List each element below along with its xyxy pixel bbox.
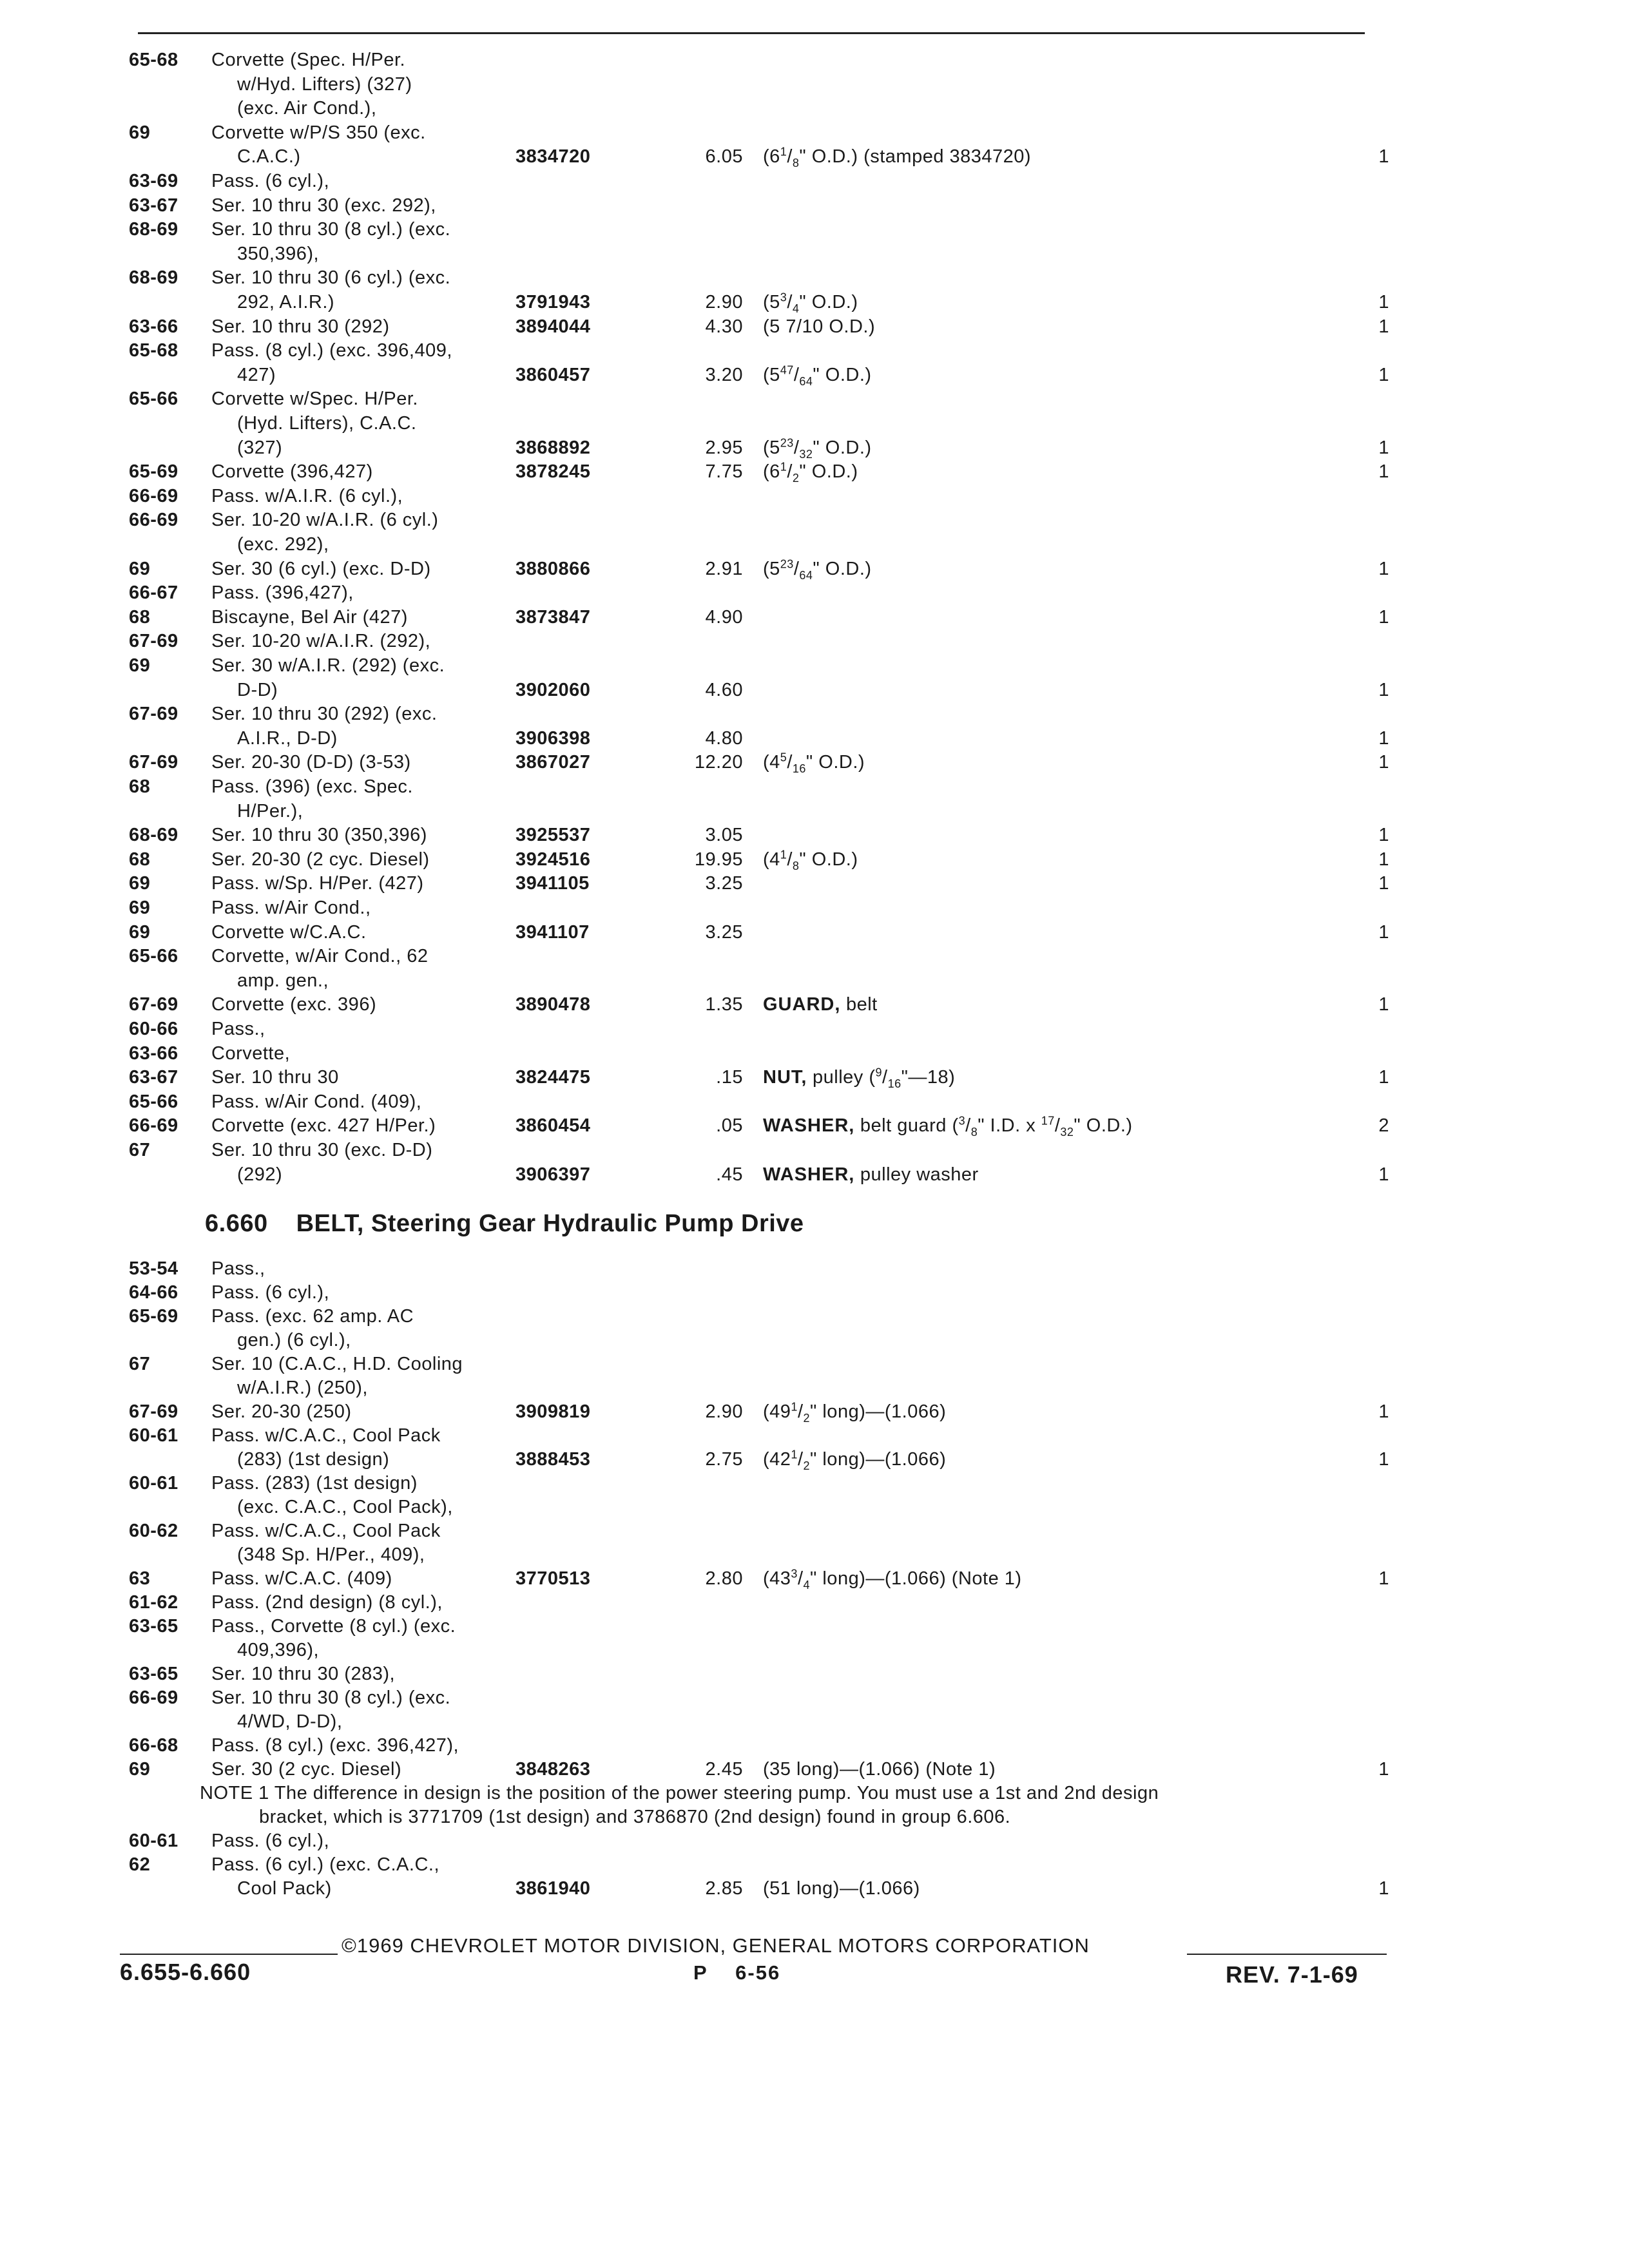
part-description: GUARD, belt <box>763 994 878 1015</box>
model-years: 69 <box>129 921 151 943</box>
quantity: 1 <box>1378 558 1389 579</box>
application-description: Ser. 10-20 w/A.I.R. (6 cyl.) <box>211 510 439 531</box>
table-row <box>0 726 1629 752</box>
table-row <box>0 1447 1629 1473</box>
application-description: Pass. (6 cyl.) (exc. C.A.C., <box>211 1854 439 1875</box>
table-row <box>0 581 1629 606</box>
table-row <box>0 217 1629 243</box>
list-price: 2.90 <box>705 1401 743 1422</box>
part-number: 3925537 <box>516 825 591 846</box>
model-years: 69 <box>129 122 151 143</box>
table-row <box>0 1495 1629 1521</box>
model-years: 69 <box>129 558 151 579</box>
table-row <box>0 387 1629 412</box>
table-row <box>0 992 1629 1018</box>
application-description: (exc. C.A.C., Cool Pack), <box>237 1497 453 1517</box>
quantity: 1 <box>1378 679 1389 700</box>
table-row <box>0 871 1629 897</box>
list-price: 4.80 <box>705 727 743 749</box>
application-description: Pass. w/Air Cond., <box>211 898 371 918</box>
model-years: 68-69 <box>129 267 178 289</box>
model-years: 69 <box>129 655 151 676</box>
table-row <box>0 72 1629 98</box>
list-price: 3.25 <box>705 921 743 943</box>
list-price: 19.95 <box>694 849 743 870</box>
model-years: 63-66 <box>129 316 178 337</box>
part-number: 3878245 <box>516 461 591 483</box>
part-number: 3902060 <box>516 679 591 700</box>
table-row <box>0 944 1629 970</box>
model-years: 63-69 <box>129 171 178 191</box>
application-description: Pass. w/C.A.C. (409) <box>211 1568 392 1589</box>
model-years: 67-69 <box>129 1401 178 1422</box>
model-years: 53-54 <box>129 1258 178 1279</box>
table-row <box>0 290 1629 316</box>
part-description: ($42^1/_2$" long)—(1.066) <box>763 1448 947 1472</box>
application-description: Pass., Corvette (8 cyl.) (exc. <box>211 1616 456 1637</box>
part-number: 3873847 <box>516 606 591 628</box>
application-description: 427) <box>237 364 276 385</box>
application-description: Corvette w/P/S 350 (exc. <box>211 122 426 143</box>
part-number: 3860454 <box>516 1115 591 1137</box>
part-description: ($5^3/_4$" O.D.) <box>763 291 858 315</box>
table-row <box>0 436 1629 461</box>
table-row <box>0 1113 1629 1139</box>
list-price: 7.75 <box>705 461 743 483</box>
table-row <box>0 1471 1629 1497</box>
quantity: 1 <box>1378 1568 1389 1589</box>
application-description: Ser. 30 (2 cyc. Diesel) <box>211 1759 402 1780</box>
model-years: 68 <box>129 776 151 797</box>
quantity: 2 <box>1378 1115 1389 1137</box>
page-prefix: P <box>693 1961 708 1984</box>
table-row <box>0 1542 1629 1568</box>
quantity: 1 <box>1378 292 1389 312</box>
quantity: 1 <box>1378 316 1389 337</box>
table-row <box>0 678 1629 704</box>
table-row <box>0 823 1629 849</box>
part-description: ($6^1/_8$" O.D.) (stamped 3834720) <box>763 145 1032 170</box>
application-description: Ser. 10 (C.A.C., H.D. Cooling <box>211 1354 463 1374</box>
part-description: WASHER, belt guard ($^3/_8$" I.D. x $^{17}/_{32}$" O.D.) <box>763 1114 1133 1139</box>
model-years: 68 <box>129 849 151 870</box>
part-number: 3880866 <box>516 558 591 579</box>
part-number: 3860457 <box>516 364 591 385</box>
table-row <box>0 1733 1629 1759</box>
part-number: 3890478 <box>516 994 591 1015</box>
model-years: 67-69 <box>129 631 178 652</box>
model-years: 67-69 <box>129 704 178 725</box>
model-years: 60-61 <box>129 1831 178 1851</box>
application-description: Pass. (396) (exc. Spec. <box>211 776 413 797</box>
part-number: 3924516 <box>516 849 591 870</box>
table-row <box>0 508 1629 533</box>
footer-rule-left <box>120 1954 338 1955</box>
part-description: (5 7/10 O.D.) <box>763 316 876 337</box>
table-row <box>0 484 1629 510</box>
table-row <box>0 605 1629 631</box>
footer-rule-right <box>1187 1954 1387 1955</box>
list-price: 12.20 <box>694 752 743 773</box>
part-description: (35 long)—(1.066) (Note 1) <box>763 1759 996 1780</box>
part-description: ($6^1/_2$" O.D.) <box>763 460 858 485</box>
model-years: 65-68 <box>129 50 178 70</box>
part-number: 3867027 <box>516 752 591 773</box>
application-description: Pass. w/Sp. H/Per. (427) <box>211 873 424 894</box>
part-number: 3848263 <box>516 1759 591 1780</box>
part-description: ($43^3/_4$" long)—(1.066) (Note 1) <box>763 1567 1022 1591</box>
part-number: 3824475 <box>516 1067 591 1088</box>
table-row <box>0 557 1629 582</box>
table-row <box>0 411 1629 437</box>
list-price: 2.80 <box>705 1568 743 1589</box>
application-description: Ser. 10 thru 30 (292) <box>211 316 390 337</box>
note-line-2: bracket, which is 3771709 (1st design) and 3786870 (2nd design) found in group 6.606. <box>259 1807 1011 1827</box>
quantity: 1 <box>1378 1759 1389 1780</box>
section-heading <box>205 1210 804 1238</box>
model-years: 63-67 <box>129 1067 178 1088</box>
table-row <box>0 1829 1629 1854</box>
list-price: .15 <box>716 1067 743 1088</box>
quantity: 1 <box>1378 825 1389 846</box>
list-price: 4.60 <box>705 679 743 700</box>
quantity: 1 <box>1378 727 1389 749</box>
list-price: 4.30 <box>705 316 743 337</box>
application-description: Pass. (283) (1st design) <box>211 1473 418 1494</box>
table-row <box>0 1017 1629 1043</box>
application-description: (Hyd. Lifters), C.A.C. <box>237 413 417 434</box>
table-row <box>0 169 1629 195</box>
model-years: 67-69 <box>129 752 178 773</box>
application-description: Pass. (6 cyl.), <box>211 171 330 191</box>
table-row <box>0 774 1629 800</box>
application-description: gen.) (6 cyl.), <box>237 1330 351 1350</box>
table-row <box>0 920 1629 946</box>
table-row <box>0 459 1629 485</box>
model-years: 60-61 <box>129 1425 178 1446</box>
application-description: Ser. 20-30 (D-D) (3-53) <box>211 752 411 773</box>
quantity: 1 <box>1378 1164 1389 1185</box>
model-years: 67 <box>129 1140 151 1160</box>
list-price: 2.91 <box>705 558 743 579</box>
table-row <box>0 1328 1629 1354</box>
table-row <box>0 1090 1629 1115</box>
group-range: 6.655-6.660 <box>120 1959 251 1985</box>
table-row <box>0 702 1629 727</box>
table-row <box>0 1566 1629 1592</box>
model-years: 65-68 <box>129 340 178 361</box>
list-price: 2.90 <box>705 292 743 312</box>
quantity: 1 <box>1378 146 1389 168</box>
copyright-text: ©1969 CHEVROLET MOTOR DIVISION, GENERAL MOTORS CORPORATION <box>342 1934 1090 1957</box>
part-description: ($5^{47}/_{64}$" O.D.) <box>763 363 872 388</box>
table-row <box>0 144 1629 170</box>
application-description: H/Per.), <box>237 800 304 822</box>
page-label <box>693 1961 780 1984</box>
model-years: 66-69 <box>129 485 178 506</box>
application-description: Pass. w/A.I.R. (6 cyl.), <box>211 485 403 506</box>
application-description: Pass. (2nd design) (8 cyl.), <box>211 1592 443 1613</box>
part-description: ($4^1/_8$" O.D.) <box>763 848 858 872</box>
note-line-1: NOTE 1 The difference in design is the position of the power steering pump. You must use a 1st and 2nd design <box>200 1783 1159 1803</box>
model-years: 60-61 <box>129 1473 178 1494</box>
list-price: 1.35 <box>705 994 743 1015</box>
table-row <box>0 1519 1629 1544</box>
table-row <box>0 629 1629 655</box>
application-description: Corvette (Spec. H/Per. <box>211 50 406 70</box>
part-number: 3834720 <box>516 146 591 168</box>
part-description: ($5^{23}/_{32}$" O.D.) <box>763 436 872 461</box>
application-description: Ser. 10 thru 30 (exc. D-D) <box>211 1140 433 1160</box>
table-row <box>0 799 1629 825</box>
part-number: 3888453 <box>516 1449 591 1470</box>
application-description: Pass. (exc. 62 amp. AC <box>211 1306 414 1327</box>
list-price: 2.75 <box>705 1449 743 1470</box>
part-number: 3941105 <box>516 873 590 894</box>
model-years: 64-66 <box>129 1282 178 1303</box>
model-years: 61-62 <box>129 1592 178 1613</box>
application-description: (exc. Air Cond.), <box>237 98 377 119</box>
table-row <box>0 1041 1629 1067</box>
table-row <box>0 847 1629 873</box>
application-description: Ser. 10 thru 30 (350,396) <box>211 825 427 846</box>
model-years: 69 <box>129 1759 151 1780</box>
list-price: 2.45 <box>705 1759 743 1780</box>
table-row <box>0 1757 1629 1783</box>
application-description: 409,396), <box>237 1640 320 1660</box>
application-description: Pass. w/Air Cond. (409), <box>211 1091 422 1112</box>
application-description: Ser. 10 thru 30 <box>211 1067 339 1088</box>
model-years: 67-69 <box>129 994 178 1015</box>
application-description: (292) <box>237 1164 283 1185</box>
application-description: Pass. (6 cyl.), <box>211 1831 330 1851</box>
application-description: Pass., <box>211 1019 265 1039</box>
table-row <box>0 363 1629 389</box>
part-number: 3909819 <box>516 1401 591 1422</box>
quantity: 1 <box>1378 1878 1389 1899</box>
table-row <box>0 1686 1629 1711</box>
list-price: .05 <box>716 1115 743 1137</box>
table-row <box>0 338 1629 364</box>
model-years: 66-69 <box>129 1687 178 1708</box>
model-years: 67 <box>129 1354 151 1374</box>
list-price: 3.25 <box>705 873 743 894</box>
part-number: 3906398 <box>516 727 591 749</box>
quantity: 1 <box>1378 437 1389 458</box>
model-years: 65-66 <box>129 389 178 410</box>
table-row <box>0 1280 1629 1306</box>
model-years: 66-67 <box>129 582 178 604</box>
quantity: 1 <box>1378 921 1389 943</box>
application-description: 350,396), <box>237 243 320 264</box>
list-price: 3.20 <box>705 364 743 385</box>
quantity: 1 <box>1378 873 1389 894</box>
list-price: .45 <box>716 1164 743 1185</box>
list-price: 4.90 <box>705 606 743 628</box>
application-description: Ser. 10 thru 30 (8 cyl.) (exc. <box>211 219 451 240</box>
application-description: Corvette (396,427) <box>211 461 373 483</box>
table-row <box>0 1256 1629 1282</box>
application-description: w/Hyd. Lifters) (327) <box>237 73 412 95</box>
table-row <box>0 968 1629 994</box>
model-years: 60-66 <box>129 1019 178 1039</box>
table-row <box>0 1162 1629 1188</box>
table-row <box>0 1065 1629 1091</box>
model-years: 65-69 <box>129 1306 178 1327</box>
application-description: w/A.I.R.) (250), <box>237 1378 368 1398</box>
quantity: 1 <box>1378 752 1389 773</box>
table-row <box>0 532 1629 558</box>
model-years: 65-69 <box>129 461 178 483</box>
application-description: Pass., <box>211 1258 265 1279</box>
application-description: Pass. w/C.A.C., Cool Pack <box>211 1425 441 1446</box>
part-description: ($5^{23}/_{64}$" O.D.) <box>763 557 872 582</box>
application-description: 292, A.I.R.) <box>237 292 335 312</box>
part-description: (51 long)—(1.066) <box>763 1878 920 1899</box>
part-number: 3941107 <box>516 921 590 943</box>
table-row <box>0 1138 1629 1164</box>
application-description: Corvette w/Spec. H/Per. <box>211 389 418 410</box>
section-title: BELT, Steering Gear Hydraulic Pump Drive <box>296 1210 804 1237</box>
application-description: Ser. 20-30 (2 cyc. Diesel) <box>211 849 430 870</box>
model-years: 66-68 <box>129 1735 178 1756</box>
table-row <box>0 1876 1629 1902</box>
quantity: 1 <box>1378 994 1389 1015</box>
model-years: 68 <box>129 606 151 628</box>
model-years: 65-66 <box>129 946 178 967</box>
part-number: 3791943 <box>516 292 591 312</box>
quantity: 1 <box>1378 1449 1389 1470</box>
revision-date: REV. 7-1-69 <box>1226 1961 1358 1988</box>
table-row <box>0 1614 1629 1640</box>
model-years: 68-69 <box>129 825 178 846</box>
application-description: D-D) <box>237 679 278 700</box>
model-years: 69 <box>129 898 151 918</box>
section-number: 6.660 <box>205 1210 268 1237</box>
table-row <box>0 1590 1629 1616</box>
table-row <box>0 1376 1629 1401</box>
application-description: Ser. 10 thru 30 (8 cyl.) (exc. <box>211 1687 451 1708</box>
table-row <box>0 120 1629 146</box>
model-years: 69 <box>129 873 151 894</box>
application-description: Biscayne, Bel Air (427) <box>211 606 408 628</box>
application-description: amp. gen., <box>237 970 329 991</box>
application-description: Pass. w/C.A.C., Cool Pack <box>211 1521 441 1541</box>
table-row <box>0 1662 1629 1687</box>
model-years: 60-62 <box>129 1521 178 1541</box>
model-years: 63-67 <box>129 195 178 216</box>
part-number: 3906397 <box>516 1164 591 1185</box>
page-number: 6-56 <box>735 1961 781 1984</box>
application-description: A.I.R., D-D) <box>237 727 338 749</box>
part-number: 3868892 <box>516 437 591 458</box>
part-description: ($4^5/_{16}$" O.D.) <box>763 751 865 776</box>
part-number: 3770513 <box>516 1568 591 1589</box>
part-description: ($49^1/_2$" long)—(1.066) <box>763 1400 947 1425</box>
model-years: 65-66 <box>129 1091 178 1112</box>
footer-copyright <box>120 1934 1387 1963</box>
table-row <box>0 314 1629 340</box>
model-years: 63-65 <box>129 1664 178 1684</box>
application-description: 4/WD, D-D), <box>237 1711 343 1732</box>
application-description: Corvette, <box>211 1043 291 1064</box>
part-number: 3861940 <box>516 1878 591 1899</box>
table-row <box>0 96 1629 122</box>
quantity: 1 <box>1378 849 1389 870</box>
application-description: Ser. 30 w/A.I.R. (292) (exc. <box>211 655 445 676</box>
table-row <box>0 265 1629 291</box>
table-row <box>0 1638 1629 1664</box>
application-description: (348 Sp. H/Per., 409), <box>237 1544 425 1565</box>
model-years: 68-69 <box>129 219 178 240</box>
table-row <box>0 750 1629 776</box>
quantity: 1 <box>1378 364 1389 385</box>
table-row <box>0 653 1629 679</box>
quantity: 1 <box>1378 606 1389 628</box>
application-description: Corvette, w/Air Cond., 62 <box>211 946 429 967</box>
list-price: 3.05 <box>705 825 743 846</box>
application-description: C.A.C.) <box>237 146 301 168</box>
application-description: Ser. 10 thru 30 (283), <box>211 1664 396 1684</box>
quantity: 1 <box>1378 1401 1389 1422</box>
quantity: 1 <box>1378 461 1389 483</box>
part-description: NUT, pulley $(^9/_{16}"—18)$ <box>763 1066 956 1090</box>
table-row <box>0 193 1629 219</box>
part-number: 3894044 <box>516 316 591 337</box>
table-row <box>0 242 1629 267</box>
application-description: Cool Pack) <box>237 1878 332 1899</box>
application-description: Pass. (8 cyl.) (exc. 396,427), <box>211 1735 459 1756</box>
application-description: (327) <box>237 437 283 458</box>
application-description: Ser. 10 thru 30 (292) (exc. <box>211 704 438 725</box>
application-description: Pass. (8 cyl.) (exc. 396,409, <box>211 340 452 361</box>
application-description: Ser. 10 thru 30 (6 cyl.) (exc. <box>211 267 451 289</box>
application-description: Corvette w/C.A.C. <box>211 921 367 943</box>
quantity: 1 <box>1378 1067 1389 1088</box>
table-row <box>0 1852 1629 1878</box>
application-description: (exc. 292), <box>237 534 329 555</box>
application-description: Ser. 20-30 (250) <box>211 1401 352 1422</box>
model-years: 62 <box>129 1854 151 1875</box>
table-row <box>0 1352 1629 1378</box>
application-description: Corvette (exc. 427 H/Per.) <box>211 1115 436 1137</box>
table-row <box>0 1423 1629 1449</box>
table-row <box>0 1709 1629 1735</box>
model-years: 63-66 <box>129 1043 178 1064</box>
application-description: Pass. (396,427), <box>211 582 354 604</box>
application-description: Ser. 30 (6 cyl.) (exc. D-D) <box>211 558 431 579</box>
part-description: WASHER, pulley washer <box>763 1164 979 1185</box>
model-years: 63-65 <box>129 1616 178 1637</box>
application-description: Ser. 10 thru 30 (exc. 292), <box>211 195 436 216</box>
model-years: 63 <box>129 1568 151 1589</box>
table-row <box>0 1399 1629 1425</box>
list-price: 2.95 <box>705 437 743 458</box>
list-price: 6.05 <box>705 146 743 168</box>
table-row <box>0 48 1629 73</box>
model-years: 66-69 <box>129 510 178 531</box>
model-years: 66-69 <box>129 1115 178 1137</box>
top-rule <box>138 32 1365 34</box>
application-description: Corvette (exc. 396) <box>211 994 377 1015</box>
application-description: Pass. (6 cyl.), <box>211 1282 330 1303</box>
list-price: 2.85 <box>705 1878 743 1899</box>
table-row <box>0 1304 1629 1330</box>
application-description: Ser. 10-20 w/A.I.R. (292), <box>211 631 431 652</box>
table-row <box>0 896 1629 921</box>
application-description: (283) (1st design) <box>237 1449 390 1470</box>
